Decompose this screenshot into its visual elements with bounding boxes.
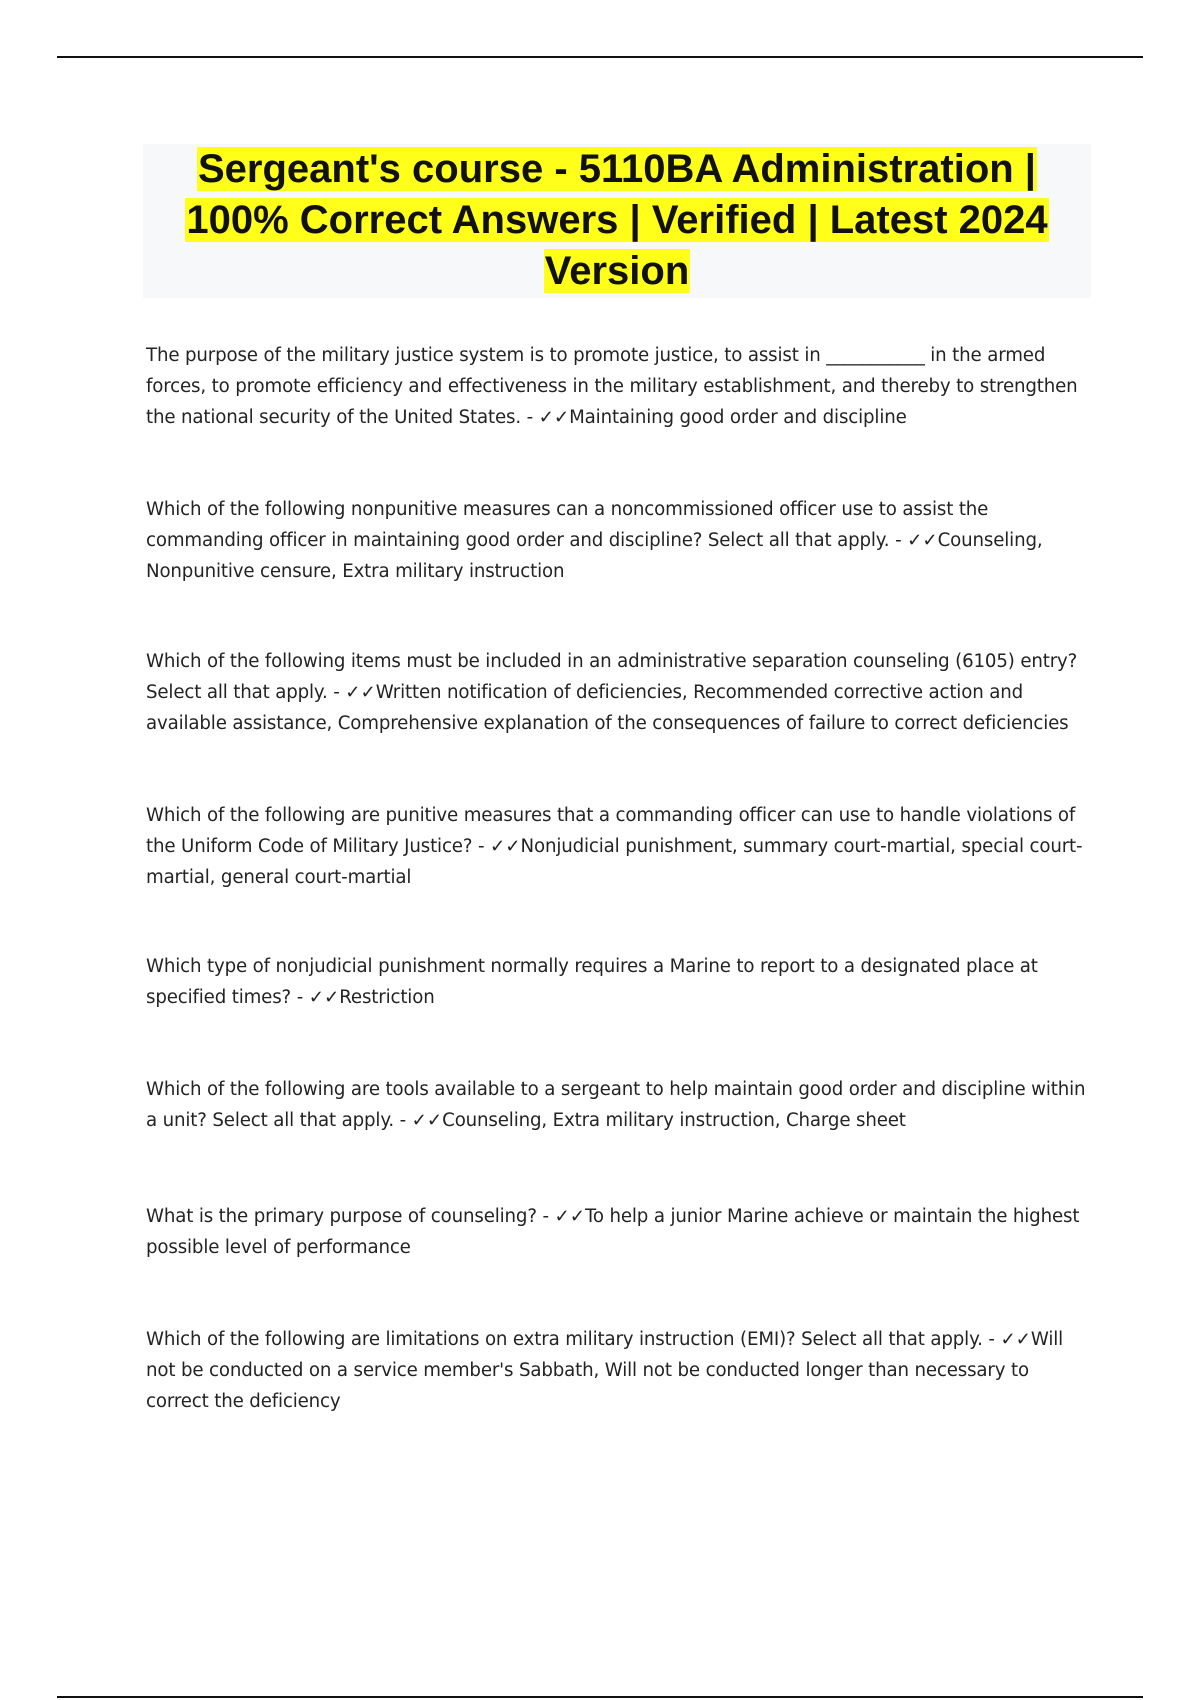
answer-text: To help a junior Marine achieve or maintain the highest possible level of performance (146, 1206, 1080, 1258)
top-rule (57, 56, 1143, 58)
check-mark-icon: ✓✓ (345, 682, 376, 703)
question-text: Which of the following are tools available to a sergeant to help maintain good order and discipline within a unit? Select all that apply. (146, 1079, 1086, 1131)
question-text: Which of the following are limitations on extra military instruction (EMI)? Select all that apply. (146, 1329, 983, 1350)
answer-text: Written notification of deficiencies, Recommended corrective action and available assistance, Comprehensive explanation of the consequences of failure to correct deficiencies (146, 682, 1069, 734)
answer-separator: - (536, 1206, 555, 1227)
check-mark-icon: ✓✓ (411, 1110, 443, 1131)
question-text: Which of the following nonpunitive measures can a noncommissioned officer use to assist the commanding officer in maintaining good order and discipline? Select all that apply. (146, 499, 989, 551)
question-text: What is the primary purpose of counseling? (146, 1206, 537, 1227)
question-text: Which of the following are punitive measures that a commanding officer can use to handle violations of the Uniform Code of Military Justice? (146, 805, 1076, 857)
question-text: Which of the following items must be included in an administrative separation counseling (6105) entry? Select all that apply. (146, 651, 1078, 703)
answer-text: Counseling, Nonpunitive censure, Extra military instruction (146, 530, 1043, 582)
qa-item-3 (146, 646, 1096, 739)
qa-item-4 (146, 800, 1096, 893)
answer-separator: - (393, 1110, 412, 1131)
answer-text: Restriction (339, 987, 435, 1008)
question-text: Which type of nonjudicial punishment normally requires a Marine to report to a designated place at specified times? (146, 956, 1038, 1008)
check-mark-icon: ✓✓ (1000, 1329, 1031, 1350)
answer-separator: - (472, 836, 491, 857)
question-text: The purpose of the military justice system is to promote justice, to assist in ___________ in the armed forces, to promote efficiency and effectiveness in the military establishment, and thereby to strengthen the national security of the United States. (146, 345, 1078, 428)
qa-item-2 (146, 494, 1096, 587)
bottom-rule (57, 1696, 1143, 1698)
qa-item-1 (146, 340, 1096, 433)
qa-item-6 (146, 1074, 1096, 1136)
answer-text: Nonjudicial punishment, summary court-martial, special court-martial, general court-martial (146, 836, 1083, 888)
qa-item-5 (146, 951, 1096, 1013)
check-mark-icon: ✓✓ (538, 407, 570, 428)
check-mark-icon: ✓✓ (907, 530, 938, 551)
answer-separator: - (982, 1329, 1001, 1350)
answer-separator: - (327, 682, 346, 703)
title-highlight: Sergeant's course - 5110BA Administration | 100% Correct Answers | Verified | Latest 2024 Version (186, 147, 1048, 293)
answer-text: Counseling, Extra military instruction, Charge sheet (442, 1110, 906, 1131)
check-mark-icon: ✓✓ (554, 1206, 585, 1227)
qa-item-7 (146, 1201, 1096, 1263)
answer-separator: - (520, 407, 539, 428)
answer-text: Will not be conducted on a service member's Sabbath, Will not be conducted longer than necessary to correct the deficiency (146, 1329, 1064, 1412)
check-mark-icon: ✓✓ (308, 987, 340, 1008)
answer-text: Maintaining good order and discipline (569, 407, 907, 428)
qa-item-8 (146, 1324, 1096, 1417)
document-title (143, 144, 1091, 297)
answer-separator: - (291, 987, 309, 1008)
answer-separator: - (889, 530, 908, 551)
check-mark-icon: ✓✓ (490, 836, 521, 857)
